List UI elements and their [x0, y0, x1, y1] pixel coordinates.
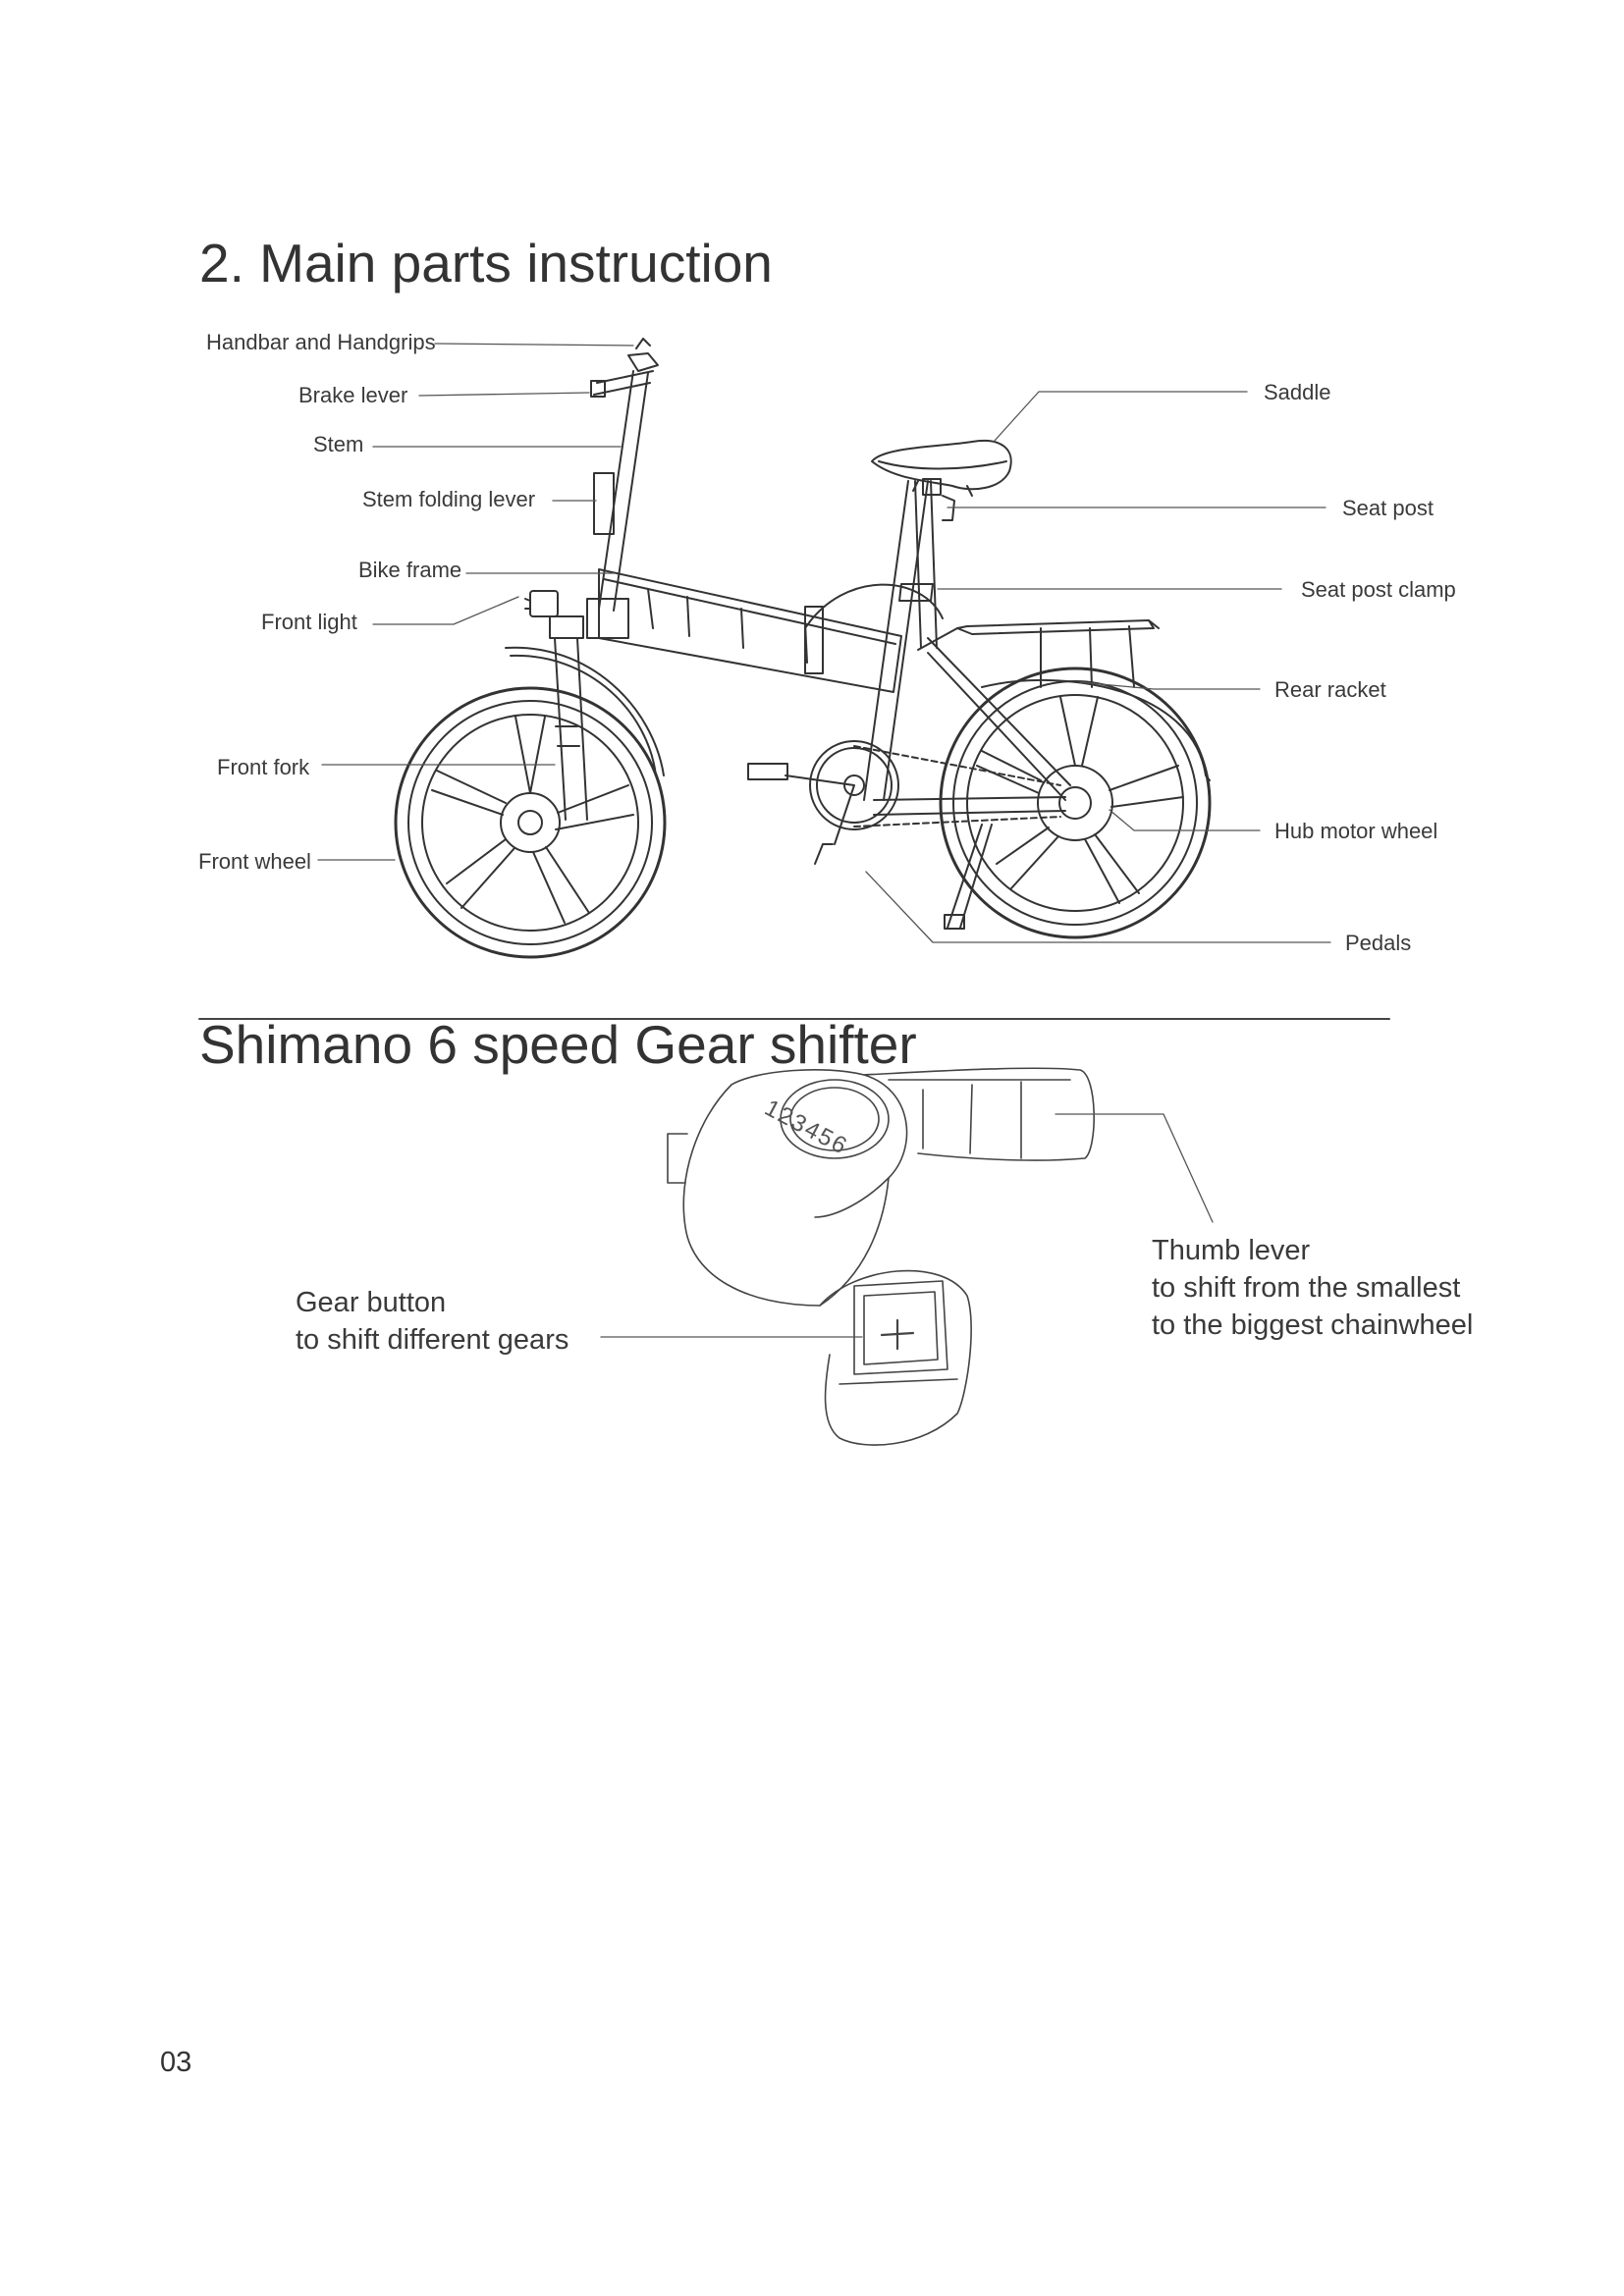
label-brake-lever: Brake lever	[298, 383, 408, 407]
kickstand-drawing	[947, 825, 992, 928]
shifter-title: Shimano 6 speed Gear shifter	[199, 1014, 917, 1075]
stem-drawing	[587, 371, 648, 638]
label-stem: Stem	[313, 432, 364, 456]
gear-button-title: Gear button	[296, 1287, 447, 1318]
frame-drawing	[599, 481, 1070, 815]
thumb-lever-desc-2: to the biggest chainwheel	[1152, 1309, 1474, 1341]
gear-dial-numbers: 123456	[760, 1095, 853, 1161]
section-title: 2. Main parts instruction	[199, 233, 773, 294]
label-seat-post: Seat post	[1342, 496, 1434, 520]
bike-leader-lines	[318, 344, 1330, 942]
page-number: 03	[160, 2047, 192, 2078]
label-front-wheel: Front wheel	[198, 849, 311, 874]
gear-shifter-illustration	[601, 1068, 1213, 1445]
thumb-lever-desc-1: to shift from the smallest	[1152, 1272, 1461, 1304]
front-light-drawing	[525, 591, 558, 616]
label-hub-motor-wheel: Hub motor wheel	[1274, 819, 1438, 843]
bike-illustration	[396, 339, 1210, 957]
handlebar-drawing	[591, 339, 658, 397]
drivetrain-drawing	[748, 741, 1060, 864]
label-rear-racket: Rear racket	[1274, 677, 1386, 702]
seat-post-drawing	[915, 479, 954, 648]
rear-wheel-drawing	[941, 668, 1210, 937]
label-saddle: Saddle	[1264, 380, 1331, 404]
label-front-light: Front light	[261, 610, 357, 634]
label-front-fork: Front fork	[217, 755, 310, 779]
front-wheel-drawing	[396, 688, 665, 957]
label-seat-post-clamp: Seat post clamp	[1301, 577, 1456, 602]
thumb-lever-title: Thumb lever	[1152, 1235, 1311, 1266]
label-pedals: Pedals	[1345, 931, 1412, 955]
label-handbar: Handbar and Handgrips	[206, 330, 436, 354]
label-bike-frame: Bike frame	[358, 558, 462, 582]
gear-button-desc: to shift different gears	[296, 1324, 569, 1356]
label-stem-folding-lever: Stem folding lever	[362, 487, 536, 511]
